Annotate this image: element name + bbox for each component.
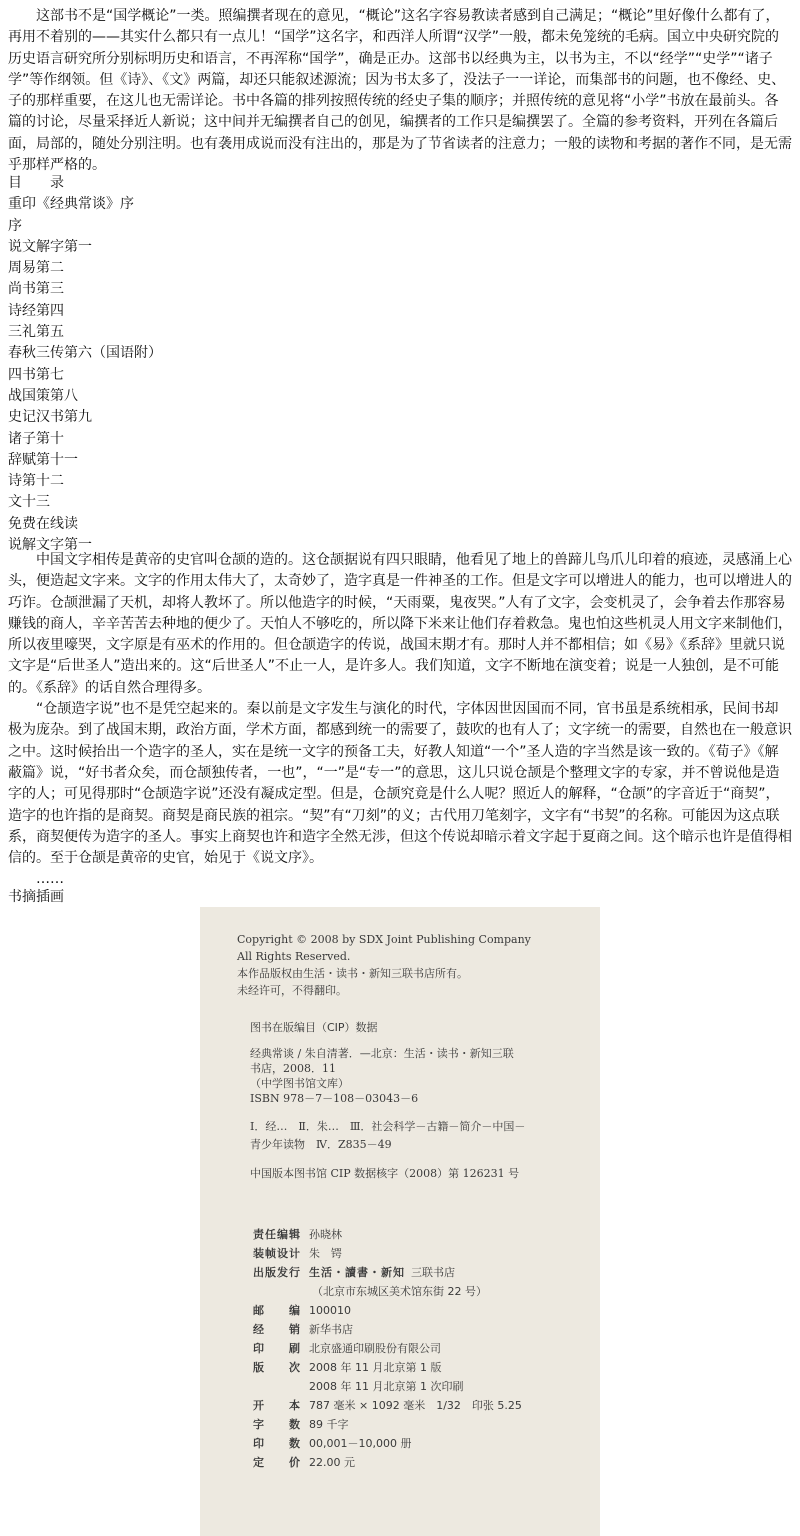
credit-row — [253, 1244, 522, 1263]
toc-item-zhouyi[interactable]: 周易第二 — [8, 260, 64, 277]
classification-line: Ⅰ．经… Ⅱ．朱… Ⅲ．社会科学－古籍－简介－中国－ — [250, 1120, 526, 1133]
credit-label: 责任编辑 — [253, 1228, 301, 1241]
cip-line: （中学图书馆文库） — [250, 1077, 349, 1090]
credit-row — [253, 1415, 522, 1434]
credit-value: 北京盛通印刷股份有限公司 — [309, 1342, 441, 1355]
copyright-line: All Rights Reserved. — [237, 950, 351, 963]
credit-label: 邮 编 — [253, 1304, 301, 1317]
cip-line: 经典常谈 / 朱自清著．—北京：生活・读书・新知三联 — [250, 1047, 514, 1060]
toc-item-shangshu[interactable]: 尚书第三 — [8, 281, 64, 298]
credit-value: 00,001－10,000 册 — [309, 1437, 412, 1450]
credit-value: （北京市东城区美术馆东街 22 号） — [312, 1285, 487, 1298]
toc-item-sanli[interactable]: 三礼第五 — [8, 324, 64, 341]
toc-item-reprint-preface[interactable]: 重印《经典常谈》序 — [8, 196, 134, 213]
credit-label: 经 销 — [253, 1323, 301, 1336]
credit-row — [253, 1282, 522, 1301]
copyright-page-image — [200, 907, 600, 1536]
credit-value: 三联书店 — [411, 1266, 455, 1279]
credit-label: 版 次 — [253, 1361, 301, 1374]
publisher-logo-text: 生活・讀書・新知 — [309, 1266, 405, 1279]
credit-row — [253, 1358, 522, 1377]
cip-title: 图书在版编目（CIP）数据 — [250, 1021, 378, 1034]
cip-number: 中国版本图书馆 CIP 数据核字（2008）第 126231 号 — [250, 1167, 520, 1180]
toc-item-shijing[interactable]: 诗经第四 — [8, 302, 64, 319]
illustration-label: 书摘插画 — [8, 889, 64, 905]
toc-item-chunqiu[interactable]: 春秋三传第六（国语附） — [8, 345, 162, 362]
classification-block — [250, 1118, 550, 1154]
copyright-line: Copyright © 2008 by SDX Joint Publishing Company — [237, 933, 531, 946]
credit-row — [253, 1453, 522, 1472]
credit-value: 孙晓林 — [309, 1228, 342, 1241]
credit-value: 新华书店 — [309, 1323, 353, 1336]
body-paragraph: 中国文字相传是黄帝的史官叫仓颉的造的。这仓颉据说有四只眼睛，他看见了地上的兽蹄儿鸟爪儿印着的痕迹，灵感涌上心头，便造起文字来。文字的作用太伟大了，太奇妙了，造字真是一件神圣的工作。但是文字可以增进人的能力，也可以增进人的巧诈。仓颉泄漏了天机，却将人教坏了。所以他造字的时候，“天雨粟，鬼夜哭。”人有了文字，会变机灵了，会争着去作那容易赚钱的商人，辛辛苦苦去种地的便少了。天怕人不够吃的，所以降下米来让他们存着救急。鬼也怕这些机灵人用文字来制他们，所以夜里嚎哭，文字原是有巫术的作用的。但仓颉造字的传说，战国末期才有。那时人并不都相信；如《易》《系辞》里就只说文字是“后世圣人”造出来的。这“后世圣人”不止一人，是许多人。我们知道，文字不断地在演变着；说是一人独创，是不可能的。《系辞》的话自然合理得多。 — [8, 552, 792, 696]
toc-item-shiji-hanshu[interactable]: 史记汉书第九 — [8, 409, 92, 426]
toc-item-zhuzi[interactable]: 诸子第十 — [8, 430, 64, 447]
credit-value: 100010 — [309, 1304, 351, 1317]
cip-line: 书店，2008．11 — [250, 1062, 336, 1075]
toc-heading: 目 录 — [8, 175, 64, 191]
credit-value: 22.00 元 — [309, 1456, 355, 1469]
credits-block — [253, 1225, 522, 1472]
cip-line: ISBN 978－7－108－03043－6 — [250, 1092, 419, 1105]
toc-item-sishu[interactable]: 四书第七 — [8, 366, 64, 383]
credit-value: 787 毫米 × 1092 毫米 1/32 印张 5.25 — [309, 1399, 522, 1412]
toc-item-cifu[interactable]: 辞赋第十一 — [8, 451, 78, 468]
ellipsis: …… — [36, 871, 64, 887]
toc-item-preface[interactable]: 序 — [8, 217, 22, 234]
credit-value: 89 千字 — [309, 1418, 349, 1431]
copyright-notice — [237, 931, 531, 999]
credit-label: 开 本 — [253, 1399, 301, 1412]
credit-value: 2008 年 11 月北京第 1 次印刷 — [309, 1380, 464, 1393]
credit-row — [253, 1377, 522, 1396]
classification-line: 青少年读物 Ⅳ．Z835－49 — [250, 1138, 392, 1151]
credit-row — [253, 1396, 522, 1415]
intro-paragraph: 这部书不是“国学概论”一类。照编撰者现在的意见，“概论”这名字容易教读者感到自己满足；“概论”里好像什么都有了，再用不着别的——其实什么都只有一点儿！“国学”这名字，和西洋人所谓“汉学”一般，都未免笼统的毛病。国立中央研究院的历史语言研究所分别标明历史和语言，不再浑称“国学”，确是正办。这部书以经典为主，以书为主，不以“经学”“史学”“诸子学”等作纲领。但《诗》、《文》两篇，却还只能叙述源流；因为书太多了，没法子一一详论，而集部书的问题，也不像经、史、子的那样重要，在这儿也无需详论。书中各篇的排列按照传统的经史子集的顺序；并照传统的意见将“小学”书放在最前头。各篇的讨论，尽量采择近人新说；这中间并无编撰者自己的创见，编撰者的工作只是编撰罢了。全篇的参考资料，开列在各篇后面，局部的，随处分别注明。也有袭用成说而没有注出的，那是为了节省读者的注意力；一般的读物和考据的著作不同，是无需乎那样严格的。 — [8, 8, 792, 174]
credit-value: 2008 年 11 月北京第 1 版 — [309, 1361, 442, 1374]
credit-label: 装帧设计 — [253, 1247, 301, 1260]
credit-row — [253, 1434, 522, 1453]
toc-item-wen[interactable]: 文十三 — [8, 494, 50, 511]
copyright-line: 本作品版权由生活・读书・新知三联书店所有。 — [237, 967, 468, 980]
credit-label: 印 数 — [253, 1437, 301, 1450]
credit-row — [253, 1320, 522, 1339]
free-online-read-link[interactable]: 免费在线读 — [8, 515, 78, 532]
credit-label: 定 价 — [253, 1456, 301, 1469]
credit-row — [253, 1263, 522, 1282]
cip-block — [250, 1046, 550, 1106]
table-of-contents — [8, 173, 792, 556]
credit-value: 朱 锷 — [309, 1247, 342, 1260]
chapter-body — [8, 550, 792, 869]
credit-label: 字 数 — [253, 1418, 301, 1431]
credit-label: 印 刷 — [253, 1342, 301, 1355]
credit-row — [253, 1225, 522, 1244]
copyright-line: 未经许可，不得翻印。 — [237, 984, 347, 997]
toc-item-shuowen[interactable]: 说文解字第一 — [8, 238, 92, 255]
toc-item-zhanguoce[interactable]: 战国策第八 — [8, 387, 78, 404]
credit-row — [253, 1339, 522, 1358]
credit-label: 出版发行 — [253, 1266, 301, 1279]
chapter-title: 说解文字第一 — [8, 537, 92, 554]
body-paragraph: “仓颉造字说”也不是凭空起来的。秦以前是文字发生与演化的时代，字体因世因国而不同，官书虽是系统相承，民间书却极为庞杂。到了战国末期，政治方面，学术方面，都感到统一的需要了，鼓吹的也有人了；文字统一的需要，自然也在一般意识之中。这时候抬出一个造字的圣人，实在是统一文字的预备工夫，好教人知道“一个”圣人造的字当然是该一致的。《荀子》《解蔽篇》说，“好书者众矣，而仓颉独传者，一也”，“一”是“专一”的意思，这儿只说仓颉是个整理文字的专家，并不曾说他是造字的人；可见得那时“仓颉造字说”还没有凝成定型。但是，仓颉究竟是什么人呢？照近人的解释，“仓颉”的字音近于“商契”，造字的也许指的是商契。商契是商民族的祖宗。“契”有“刀刻”的义；古代用刀笔刻字，文字有“书契”的名称。可能因为这点联系，商契便传为造字的圣人。事实上商契也许和造字全然无涉，但这个传说却暗示着文字起于夏商之间。这个暗示也许是值得相信的。至于仓颉是黄帝的史官，始见于《说文序》。 — [8, 701, 792, 867]
credit-row — [253, 1301, 522, 1320]
toc-item-shi[interactable]: 诗第十二 — [8, 473, 64, 490]
